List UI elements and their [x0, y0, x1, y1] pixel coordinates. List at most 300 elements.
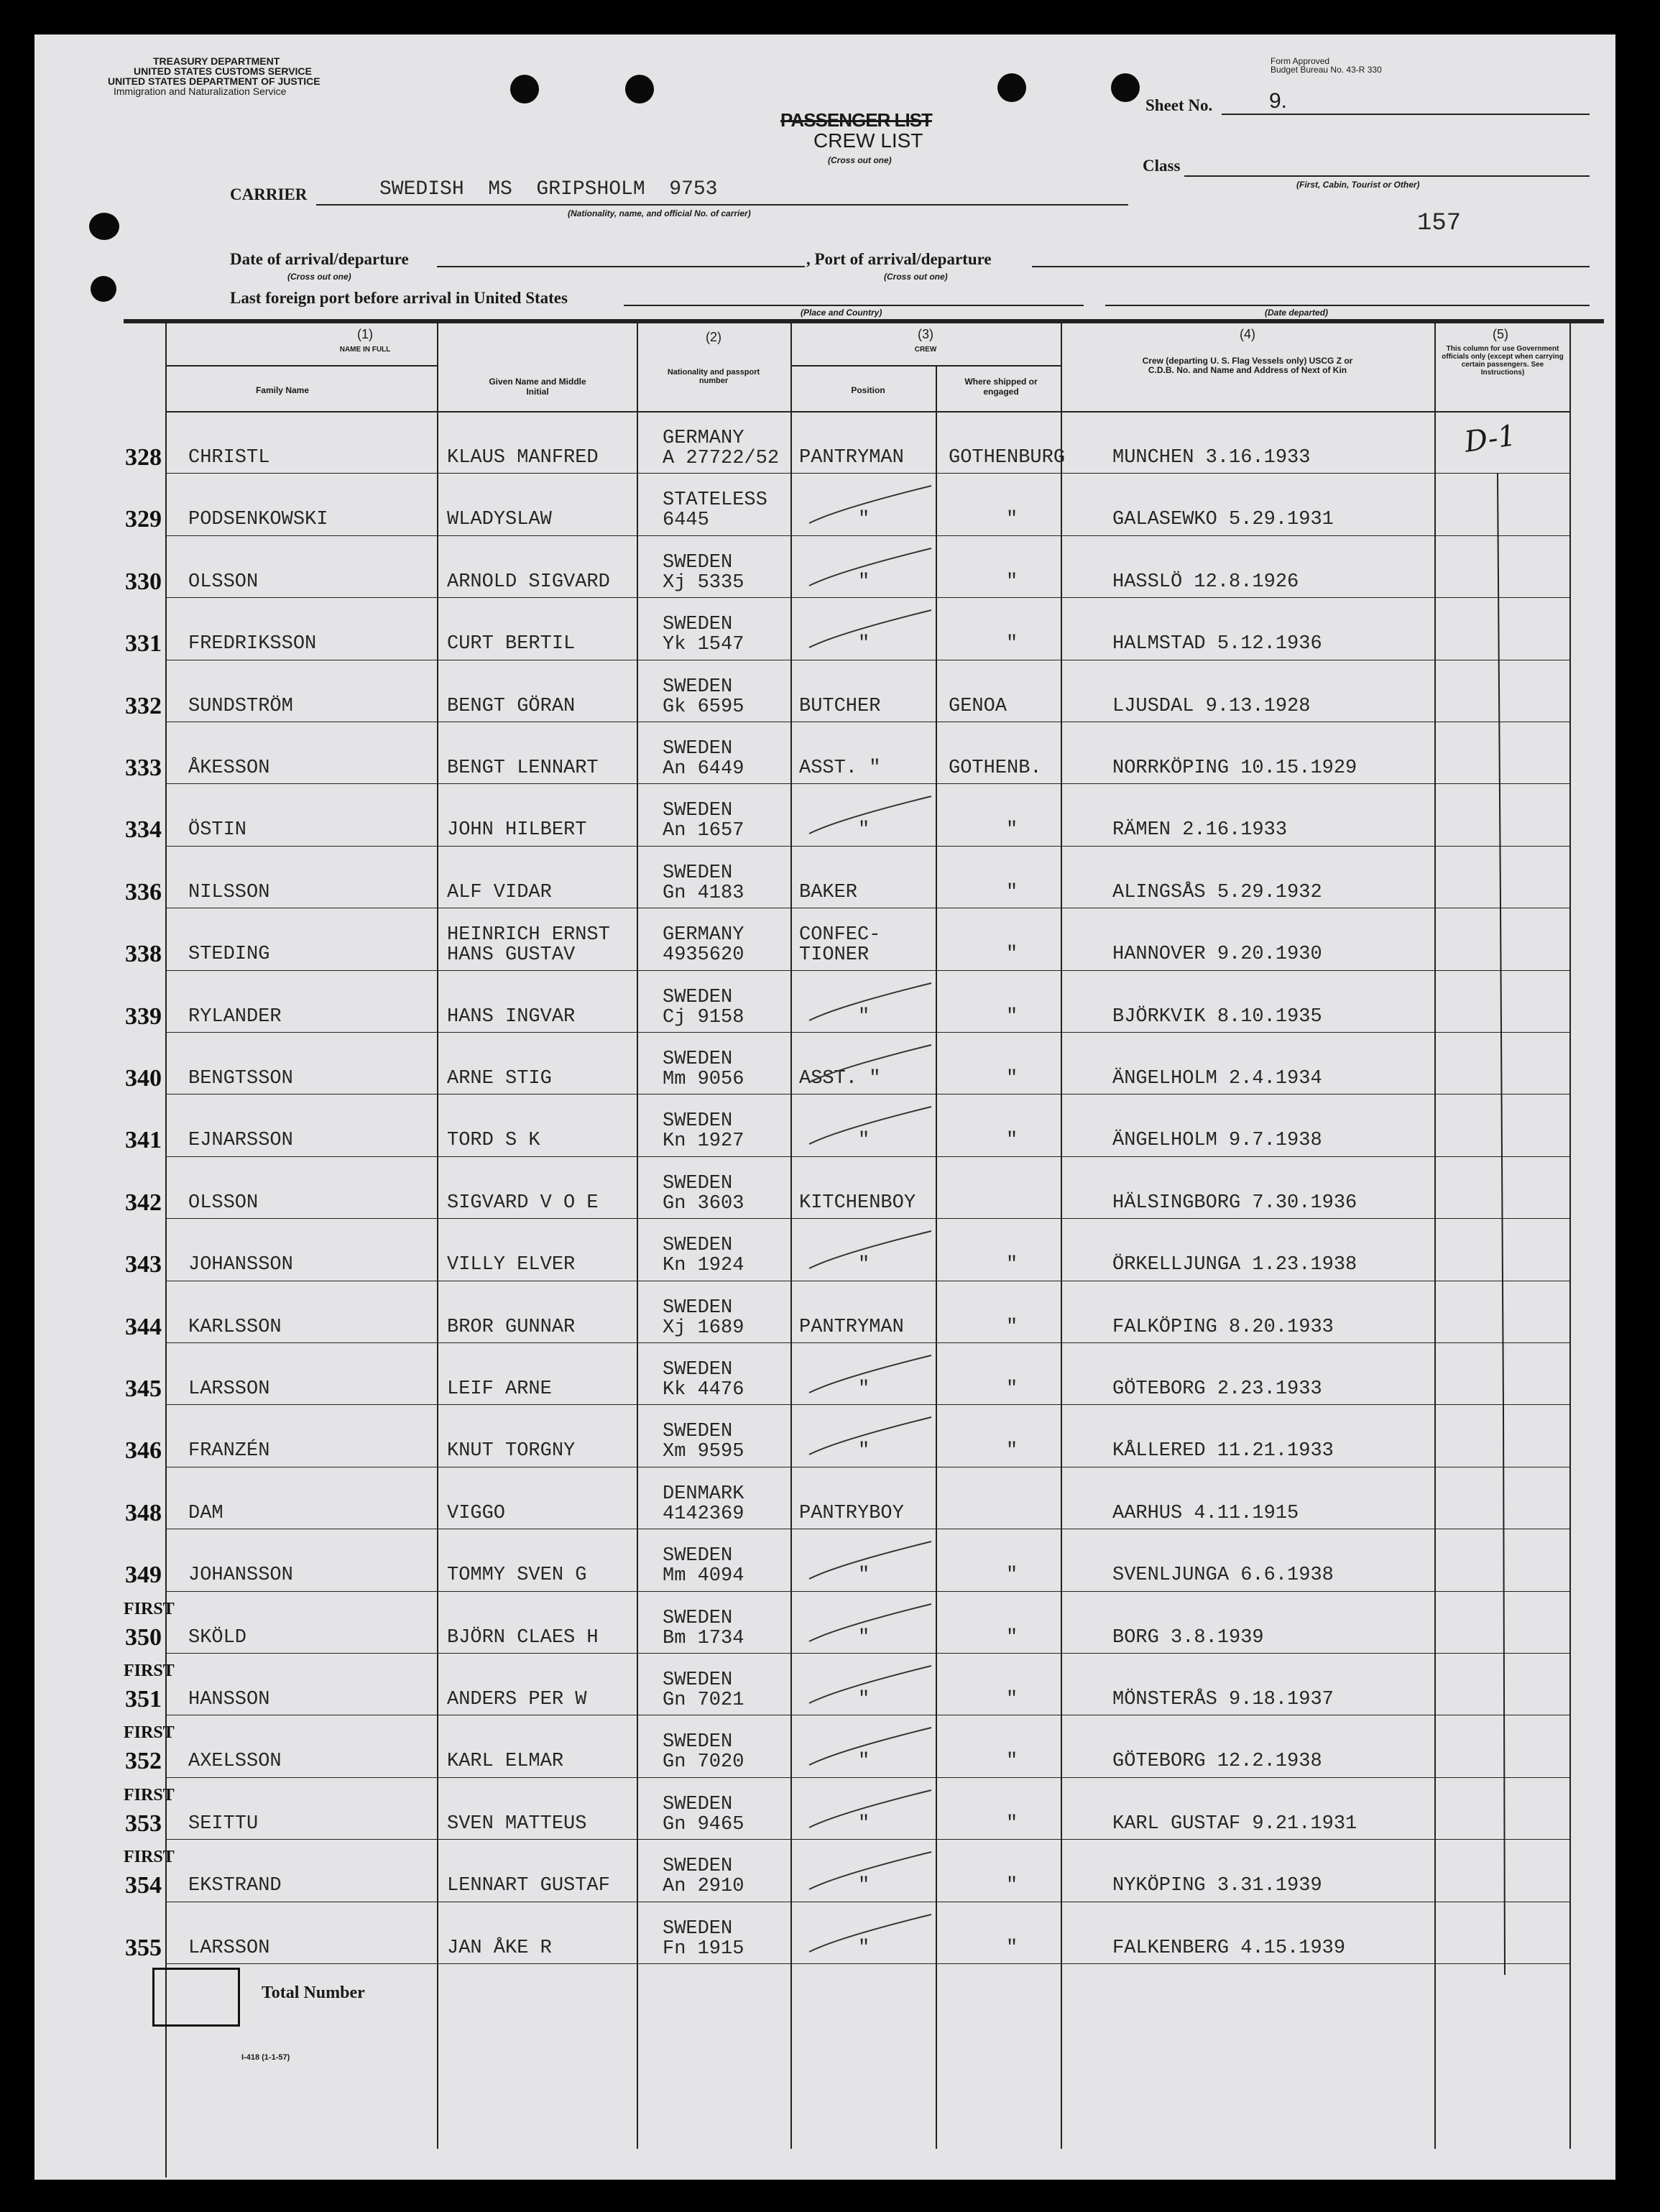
position: PANTRYMAN	[799, 1316, 904, 1338]
page-title: CREW LIST	[813, 129, 923, 152]
nationality: SWEDEN	[663, 1110, 733, 1133]
position-check-mark	[795, 543, 939, 593]
passport-number: 4935620	[663, 944, 744, 967]
passport-number: A 27722/52	[663, 448, 780, 469]
row-rule	[165, 1963, 1569, 1964]
given-name: VILLY ELVER	[447, 1254, 576, 1276]
passport-number: Cj 9158	[663, 1006, 744, 1028]
row-number: 332	[125, 692, 162, 719]
row-number: 343	[125, 1251, 162, 1278]
row-number: 330	[125, 568, 162, 595]
carrier-value: SWEDISH MS GRIPSHOLM 9753	[379, 178, 718, 201]
row-number: 341	[125, 1127, 162, 1154]
position: "	[858, 1378, 870, 1400]
next-of-kin: HANNOVER 9.20.1930	[1112, 944, 1322, 966]
row-number: 338	[125, 941, 162, 968]
where-engaged: "	[1006, 1130, 1018, 1152]
position: "	[858, 571, 870, 593]
given-name: TOMMY SVEN G	[447, 1564, 587, 1587]
row-rule	[165, 473, 1569, 474]
sheet-underline	[1222, 114, 1590, 115]
col-family-name: Family Name	[255, 385, 310, 395]
family-name: ÖSTIN	[188, 819, 247, 842]
position: "	[858, 1751, 870, 1773]
given-name: BENGT LENNART	[447, 757, 599, 779]
col3-title: CREW	[914, 346, 937, 354]
family-name: FREDRIKSSON	[188, 633, 317, 655]
row-rule	[165, 846, 1569, 847]
row-number: 329	[125, 506, 162, 533]
position-check-mark	[795, 1039, 939, 1089]
row-rule	[165, 1777, 1569, 1778]
position-check-mark	[795, 1909, 939, 1959]
position-check-mark	[795, 1350, 939, 1400]
row-rule	[165, 1404, 1569, 1405]
nationality: SWEDEN	[663, 1607, 733, 1629]
given-name: CURT BERTIL	[447, 633, 576, 655]
passport-number: Gn 9465	[663, 1813, 744, 1835]
position: PANTRYMAN	[799, 447, 904, 469]
row-number: 345	[125, 1375, 162, 1402]
next-of-kin: KARL GUSTAF 9.21.1931	[1112, 1812, 1357, 1835]
col-given-name: Given Name and Middle Initial	[489, 377, 586, 397]
passport-number: Yk 1547	[663, 634, 744, 656]
place-note: (Place and Country)	[801, 308, 882, 318]
header-subline	[790, 365, 1061, 367]
position-check-mark	[795, 1846, 939, 1897]
next-of-kin: SVENLJUNGA 6.6.1938	[1112, 1564, 1334, 1587]
carrier-underline	[316, 204, 1128, 206]
given-name: VIGGO	[447, 1502, 506, 1524]
where-engaged: "	[1006, 1626, 1018, 1649]
date-departed-underline	[1105, 305, 1590, 306]
punch-hole	[1111, 73, 1140, 102]
next-of-kin: RÄMEN 2.16.1933	[1112, 819, 1288, 842]
nationality: SWEDEN	[663, 1669, 733, 1691]
where-engaged: "	[1006, 509, 1018, 531]
nationality: SWEDEN	[663, 862, 733, 884]
row-rule	[165, 1218, 1569, 1219]
row-rule	[165, 535, 1569, 536]
header-subline	[165, 365, 437, 367]
row-rule	[165, 1653, 1569, 1654]
agency-line: TREASURY DEPARTMENT	[153, 55, 280, 67]
passport-number: An 1657	[663, 820, 744, 842]
given-name: BJÖRN CLAES H	[447, 1626, 599, 1649]
next-of-kin: MUNCHEN 3.16.1933	[1112, 447, 1311, 469]
family-name: NILSSON	[188, 881, 270, 903]
passport-number: Kn 1927	[663, 1130, 744, 1153]
col4-number: (4)	[1240, 327, 1255, 341]
family-name: LARSSON	[188, 1937, 270, 1959]
nationality: SWEDEN	[663, 1359, 733, 1381]
first-class-mark: FIRST	[124, 1785, 175, 1805]
position-check-mark	[795, 977, 939, 1028]
passport-number: Xj 1689	[663, 1317, 744, 1339]
punch-hole	[510, 75, 539, 103]
row-number: 346	[125, 1437, 162, 1465]
title-note: (Cross out one)	[828, 155, 892, 165]
nationality: STATELESS	[663, 489, 767, 512]
family-name: STEDING	[188, 944, 270, 966]
position: BAKER	[799, 881, 858, 903]
next-of-kin: GÖTEBORG 2.23.1933	[1112, 1378, 1322, 1400]
row-number: 342	[125, 1189, 162, 1216]
position: "	[858, 1689, 870, 1710]
given-name: KLAUS MANFRED	[447, 447, 599, 469]
passport-number: Gn 4183	[663, 882, 744, 904]
position: "	[858, 819, 870, 842]
first-class-mark: FIRST	[124, 1599, 175, 1618]
date-underline	[437, 266, 805, 267]
date-label: Date of arrival/departure	[230, 250, 409, 268]
where-engaged: "	[1006, 1751, 1018, 1773]
agency-line: Immigration and Naturalization Service	[114, 86, 287, 97]
port-underline	[1032, 266, 1590, 267]
row-rule	[165, 1032, 1569, 1033]
row-number: 355	[125, 1934, 162, 1961]
where-engaged: "	[1006, 1812, 1018, 1835]
class-underline	[1184, 175, 1590, 177]
passport-number: An 6449	[663, 758, 744, 780]
col-position: Position	[851, 385, 885, 395]
nationality: SWEDEN	[663, 1545, 733, 1567]
given-name: TORD S K	[447, 1130, 540, 1152]
date-departed-note: (Date departed)	[1265, 308, 1329, 318]
family-name: PODSENKOWSKI	[188, 509, 328, 531]
passport-number: 4142369	[663, 1503, 744, 1525]
col2-number: (2)	[706, 330, 721, 344]
position-line2: TIONER	[799, 944, 870, 967]
family-name: JOHANSSON	[188, 1564, 293, 1587]
family-name: HANSSON	[188, 1689, 270, 1710]
next-of-kin: HALMSTAD 5.12.1936	[1112, 633, 1322, 655]
family-name: SKÖLD	[188, 1626, 247, 1649]
position-check-mark	[795, 791, 939, 841]
document-page	[34, 34, 1615, 2180]
class-note: (First, Cabin, Tourist or Other)	[1296, 180, 1420, 190]
given-name: JOHN HILBERT	[447, 819, 587, 842]
where-engaged: "	[1006, 1254, 1018, 1276]
passport-number: Gk 6595	[663, 696, 744, 718]
next-of-kin: ÄNGELHOLM 2.4.1934	[1112, 1068, 1322, 1089]
next-of-kin: ÄNGELHOLM 9.7.1938	[1112, 1130, 1322, 1152]
given-name: BENGT GÖRAN	[447, 695, 576, 717]
passport-number: Mm 4094	[663, 1565, 744, 1587]
col2-title: Nationality and passport number	[667, 368, 760, 385]
family-name: FRANZÉN	[188, 1440, 270, 1462]
col-where-shipped: Where shipped or engaged	[964, 377, 1038, 397]
row-number: 334	[125, 816, 162, 844]
position-check-mark	[795, 604, 939, 655]
row-number: 348	[125, 1499, 162, 1526]
header-bottom-rule	[165, 411, 1569, 413]
next-of-kin: FALKÖPING 8.20.1933	[1112, 1316, 1334, 1338]
position: CONFEC-	[799, 924, 881, 946]
position-check-mark	[795, 1411, 939, 1462]
nationality: SWEDEN	[663, 614, 733, 636]
row-rule	[165, 1591, 1569, 1592]
nationality: SWEDEN	[663, 676, 733, 698]
where-engaged: "	[1006, 1005, 1018, 1028]
given-name: LENNART GUSTAF	[447, 1875, 610, 1897]
class-label: Class	[1143, 157, 1181, 175]
first-class-mark: FIRST	[124, 1848, 175, 1867]
nationality: SWEDEN	[663, 1793, 733, 1815]
position-check-mark	[795, 1598, 939, 1649]
next-of-kin: FALKENBERG 4.15.1939	[1112, 1937, 1346, 1959]
position-check-mark	[795, 1225, 939, 1276]
given-name: ARNOLD SIGVARD	[447, 571, 610, 593]
agency-line: UNITED STATES DEPARTMENT OF JUSTICE	[108, 75, 321, 87]
row-number: 344	[125, 1313, 162, 1340]
where-engaged: "	[1006, 1316, 1018, 1338]
next-of-kin: HÄLSINGBORG 7.30.1936	[1112, 1192, 1357, 1214]
given-name: HEINRICH ERNST	[447, 924, 610, 946]
row-rule	[165, 1839, 1569, 1840]
position: "	[858, 1440, 870, 1462]
where-engaged: "	[1006, 881, 1018, 903]
table-top-rule	[124, 319, 1604, 323]
last-port-label: Last foreign port before arrival in United States	[230, 289, 568, 307]
carrier-note: (Nationality, name, and official No. of carrier)	[568, 208, 751, 218]
position: "	[858, 1254, 870, 1276]
position: "	[858, 633, 870, 655]
where-engaged: "	[1006, 944, 1018, 966]
given-name: WLADYSLAW	[447, 509, 552, 531]
position-check-mark	[795, 480, 939, 530]
next-of-kin: HASSLÖ 12.8.1926	[1112, 571, 1299, 593]
where-engaged: "	[1006, 1440, 1018, 1462]
given-name: KARL ELMAR	[447, 1751, 564, 1773]
nationality: GERMANY	[663, 924, 744, 946]
family-name: LARSSON	[188, 1378, 270, 1400]
given-name: BROR GUNNAR	[447, 1316, 576, 1338]
nationality: SWEDEN	[663, 1049, 733, 1070]
passport-number: Mm 9056	[663, 1069, 744, 1090]
nationality: GERMANY	[663, 428, 744, 449]
row-rule	[165, 597, 1569, 598]
page-number: 157	[1417, 210, 1462, 237]
next-of-kin: ÖRKELLJUNGA 1.23.1938	[1112, 1254, 1357, 1276]
position: "	[858, 1564, 870, 1587]
family-name: DAM	[188, 1502, 223, 1524]
next-of-kin: NYKÖPING 3.31.1939	[1112, 1875, 1322, 1897]
where-engaged: GOTHENBURG	[949, 447, 1066, 469]
crossed-out-title: PASSENGER LIST	[780, 109, 932, 131]
col1-number: (1)	[357, 327, 373, 341]
next-of-kin: MÖNSTERÅS 9.18.1937	[1112, 1689, 1334, 1710]
position-check-mark	[795, 1660, 939, 1710]
nationality: SWEDEN	[663, 986, 733, 1008]
row-number: 354	[125, 1872, 162, 1899]
passport-number: 6445	[663, 510, 709, 532]
position: "	[858, 1937, 870, 1959]
col5-title: This column for use Government officials only (except when carrying certain passengers. See Instructions)	[1442, 345, 1564, 377]
position-check-mark	[795, 1536, 939, 1586]
row-number: 336	[125, 878, 162, 905]
position: KITCHENBOY	[799, 1192, 916, 1214]
row-number: 352	[125, 1748, 162, 1775]
position: "	[858, 1812, 870, 1835]
where-engaged: GENOA	[949, 695, 1007, 717]
passport-number: Xj 5335	[663, 571, 744, 594]
passport-number: Bm 1734	[663, 1627, 744, 1649]
given-name: ALF VIDAR	[447, 881, 552, 903]
where-engaged: "	[1006, 1068, 1018, 1089]
next-of-kin: GÖTEBORG 12.2.1938	[1112, 1751, 1322, 1773]
position: "	[858, 1005, 870, 1028]
given-name: KNUT TORGNY	[447, 1440, 576, 1462]
col3-number: (3)	[918, 327, 933, 341]
family-name: EKSTRAND	[188, 1875, 282, 1897]
nationality: SWEDEN	[663, 1917, 733, 1940]
passport-number: An 2910	[663, 1876, 744, 1898]
col4-title: Crew (departing U. S. Flag Vessels only) USCG Z or C.D.B. No. and Name and Address of Next of Kin	[1142, 356, 1353, 375]
row-rule	[165, 1094, 1569, 1095]
where-engaged: "	[1006, 633, 1018, 655]
sheet-value: 9.	[1269, 89, 1288, 113]
passport-number: Kn 1924	[663, 1255, 744, 1277]
nationality: SWEDEN	[663, 1172, 733, 1194]
passport-number: Gn 3603	[663, 1192, 744, 1215]
punch-hole	[625, 75, 654, 103]
where-engaged: "	[1006, 571, 1018, 593]
next-of-kin: AARHUS 4.11.1915	[1112, 1502, 1299, 1524]
family-name: BENGTSSON	[188, 1068, 293, 1089]
family-name: EJNARSSON	[188, 1130, 293, 1152]
date-note: (Cross out one)	[287, 272, 351, 282]
col-divider	[165, 323, 167, 2178]
position-check-mark	[795, 1722, 939, 1772]
budget-bureau: Budget Bureau No. 43-R 330	[1271, 65, 1382, 75]
row-number: 340	[125, 1065, 162, 1092]
nationality: SWEDEN	[663, 551, 733, 573]
nationality: SWEDEN	[663, 1421, 733, 1443]
col5-number: (5)	[1493, 327, 1508, 341]
family-name: AXELSSON	[188, 1751, 282, 1773]
where-engaged: "	[1006, 1689, 1018, 1710]
punch-hole	[89, 213, 119, 240]
row-number: 351	[125, 1686, 162, 1713]
nationality: SWEDEN	[663, 1731, 733, 1754]
family-name: ÅKESSON	[188, 757, 270, 779]
nationality: DENMARK	[663, 1483, 744, 1505]
next-of-kin: KÅLLERED 11.21.1933	[1112, 1440, 1334, 1462]
total-number-label: Total Number	[262, 1983, 365, 2002]
given-name: ANDERS PER W	[447, 1689, 587, 1710]
row-number: 339	[125, 1003, 162, 1030]
next-of-kin: GALASEWKO 5.29.1931	[1112, 509, 1334, 531]
total-number-box	[152, 1968, 240, 2027]
family-name: SUNDSTRÖM	[188, 695, 293, 717]
position: BUTCHER	[799, 695, 881, 717]
form-code: I-418 (1-1-57)	[241, 2053, 290, 2062]
passport-number: Gn 7021	[663, 1690, 744, 1711]
position: PANTRYBOY	[799, 1502, 904, 1524]
nationality: SWEDEN	[663, 1856, 733, 1878]
row-number: 349	[125, 1562, 162, 1589]
family-name: SEITTU	[188, 1812, 259, 1835]
port-label: , Port of arrival/departure	[806, 250, 992, 268]
position: ASST. "	[799, 1068, 881, 1089]
where-engaged: "	[1006, 1937, 1018, 1959]
passport-number: Fn 1915	[663, 1937, 744, 1960]
agency-line: UNITED STATES CUSTOMS SERVICE	[134, 65, 312, 77]
given-name-line2: HANS GUSTAV	[447, 944, 576, 967]
row-number: 333	[125, 755, 162, 781]
passport-number: Kk 4476	[663, 1379, 744, 1401]
nationality: SWEDEN	[663, 800, 733, 822]
official-annotation: D-1	[1462, 419, 1518, 459]
nationality: SWEDEN	[663, 1296, 733, 1319]
given-name: ARNE STIG	[447, 1068, 552, 1089]
where-engaged: "	[1006, 1378, 1018, 1400]
family-name: KARLSSON	[188, 1316, 282, 1338]
row-number: 350	[125, 1623, 162, 1651]
first-class-mark: FIRST	[124, 1723, 175, 1743]
given-name: SIGVARD V O E	[447, 1192, 599, 1214]
position: "	[858, 1626, 870, 1649]
passport-number: Xm 9595	[663, 1441, 744, 1463]
next-of-kin: NORRKÖPING 10.15.1929	[1112, 757, 1357, 779]
row-number: 331	[125, 630, 162, 658]
next-of-kin: ALINGSÅS 5.29.1932	[1112, 881, 1322, 903]
col-divider	[1569, 323, 1571, 2149]
next-of-kin: BJÖRKVIK 8.10.1935	[1112, 1005, 1322, 1028]
where-engaged: GOTHENB.	[949, 757, 1042, 779]
col5-handwritten-line	[1493, 473, 1515, 1982]
given-name: JAN ÅKE R	[447, 1937, 552, 1959]
nationality: SWEDEN	[663, 1235, 733, 1257]
row-number: 328	[125, 444, 162, 471]
port-note: (Cross out one)	[884, 272, 948, 282]
position-check-mark	[795, 1101, 939, 1151]
where-engaged: "	[1006, 819, 1018, 842]
carrier-label: CARRIER	[230, 185, 308, 203]
family-name: RYLANDER	[188, 1005, 282, 1028]
family-name: JOHANSSON	[188, 1254, 293, 1276]
given-name: LEIF ARNE	[447, 1378, 552, 1400]
last-port-underline	[624, 305, 1084, 306]
where-engaged: "	[1006, 1875, 1018, 1897]
punch-hole	[997, 73, 1026, 102]
form-approved: Form Approved	[1271, 56, 1330, 66]
position-check-mark	[795, 1784, 939, 1835]
given-name: HANS INGVAR	[447, 1005, 576, 1028]
row-number: 353	[125, 1810, 162, 1837]
position: "	[858, 1130, 870, 1152]
position: "	[858, 1875, 870, 1897]
col1-title: NAME IN FULL	[339, 346, 391, 354]
position: ASST. "	[799, 757, 881, 779]
row-rule	[165, 783, 1569, 784]
row-rule	[165, 970, 1569, 971]
family-name: CHRISTL	[188, 447, 270, 469]
family-name: OLSSON	[188, 571, 259, 593]
next-of-kin: LJUSDAL 9.13.1928	[1112, 695, 1311, 717]
where-engaged: "	[1006, 1564, 1018, 1587]
nationality: SWEDEN	[663, 738, 733, 760]
passport-number: Gn 7020	[663, 1751, 744, 1774]
next-of-kin: BORG 3.8.1939	[1112, 1626, 1264, 1649]
sheet-label: Sheet No.	[1145, 96, 1213, 114]
position: "	[858, 509, 870, 531]
family-name: OLSSON	[188, 1192, 259, 1214]
row-rule	[165, 1342, 1569, 1343]
punch-hole	[91, 276, 116, 302]
given-name: SVEN MATTEUS	[447, 1812, 587, 1835]
